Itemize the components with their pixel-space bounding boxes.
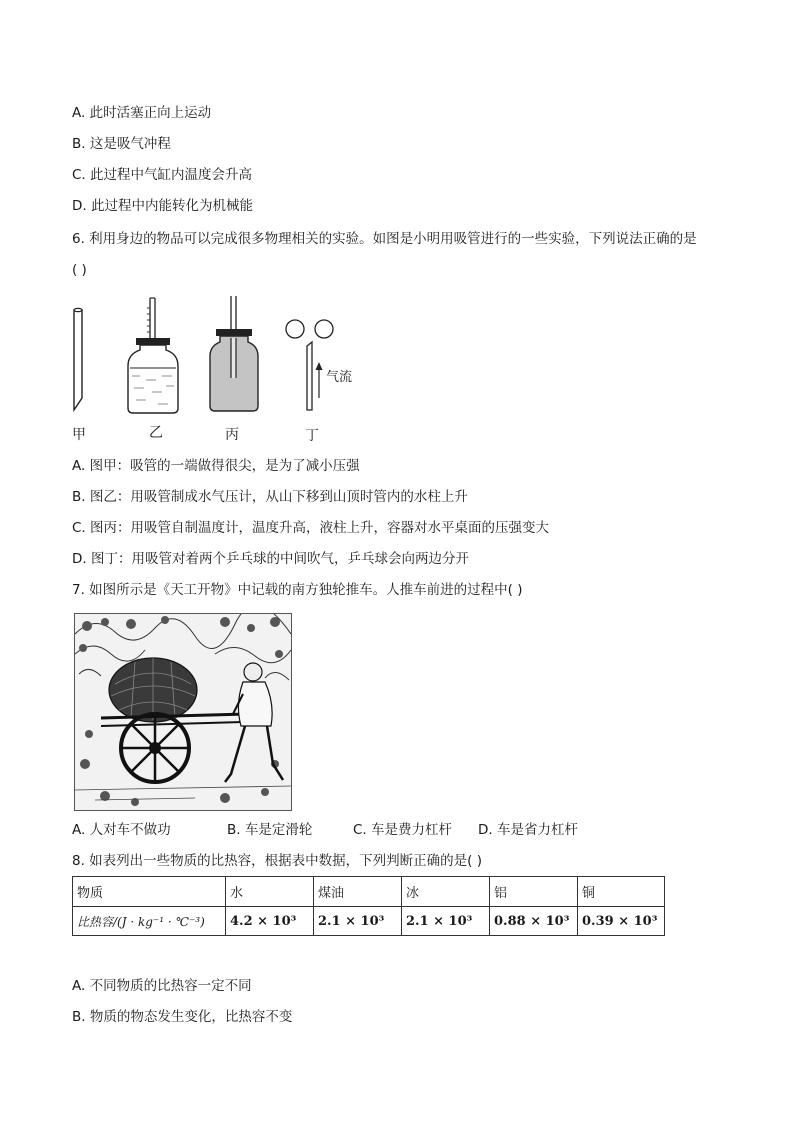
airflow-label: 气流 [326,370,353,385]
ping-pong-airflow-figure [282,316,338,414]
table-header-cell: 铝 [490,877,578,907]
figure-label-bing: 丙 [225,427,239,443]
q5-option-b: B. 这是吸气冲程 [72,136,171,152]
q7-stem: 7. 如图所示是《天工开物》中记载的南方独轮推车。人推车前进的过程中( ) [72,582,523,598]
table-header-cell: 水 [226,877,314,907]
figure-label-ding: 丁 [305,428,319,444]
table-header-row [73,877,665,907]
table-cell: 2.1 × 10³ [314,907,402,936]
table-cell: 0.88 × 10³ [490,907,578,936]
q7-option-a: A. 人对车不做功 [72,822,171,838]
table-header-cell: 物质 [73,877,226,907]
q6-bracket: ( ) [72,262,87,278]
table-row-label: 比热容/(J · kg⁻¹ · ℃⁻³) [73,907,226,936]
q6-option-c: C. 图丙：用吸管自制温度计，温度升高，液柱上升，容器对水平桌面的压强变大 [72,520,550,536]
q5-option-a: A. 此时活塞正向上运动 [72,105,212,121]
q6-stem: 6. 利用身边的物品可以完成很多物理相关的实验。如图是小明用吸管进行的一些实验，下列说法正确的是 [72,231,697,247]
table-cell: 2.1 × 10³ [402,907,490,936]
q6-option-b: B. 图乙：用吸管制成水气压计，从山下移到山顶时管内的水柱上升 [72,489,468,505]
q7-option-b: B. 车是定滑轮 [227,822,313,838]
table-row [73,907,665,936]
q5-option-d: D. 此过程中内能转化为机械能 [72,198,253,214]
q5-option-c: C. 此过程中气缸内温度会升高 [72,167,253,183]
q8-option-a: A. 不同物质的比热容一定不同 [72,978,252,994]
thermometer-bottle-figure [208,294,260,414]
q6-option-d: D. 图丁：用吸管对着两个乒乓球的中间吹气，乒乓球会向两边分开 [72,551,469,567]
table-cell: 4.2 × 10³ [226,907,314,936]
table-cell: 0.39 × 10³ [578,907,665,936]
table-header-cell: 冰 [402,877,490,907]
water-barometer-figure [122,294,184,416]
q8-stem: 8. 如表列出一些物质的比热容，根据表中数据，下列判断正确的是( ) [72,853,482,869]
q7-option-d: D. 车是省力杠杆 [478,822,578,838]
specific-heat-table [72,876,665,936]
q6-option-a: A. 图甲：吸管的一端做得很尖，是为了减小压强 [72,458,360,474]
figure-label-yi: 乙 [149,425,163,441]
table-header-cell: 煤油 [314,877,402,907]
q7-option-c: C. 车是费力杠杆 [353,822,453,838]
figure-label-jia: 甲 [72,427,86,443]
table-header-cell: 铜 [578,877,665,907]
straw-pointed-figure [66,306,90,416]
wheelbarrow-woodcut-image [74,613,292,811]
q8-option-b: B. 物质的物态发生变化，比热容不变 [72,1009,293,1025]
